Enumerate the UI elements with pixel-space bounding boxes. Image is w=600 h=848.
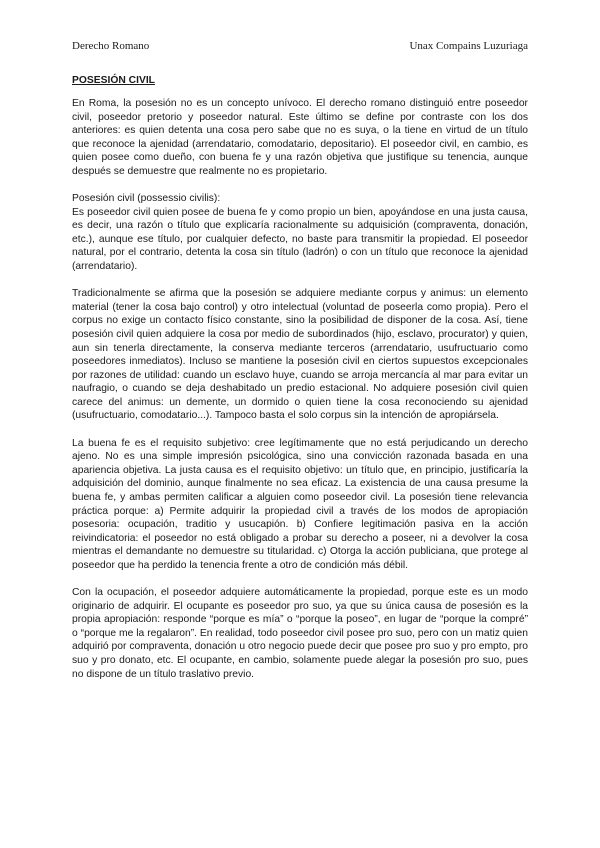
header-course-name: Derecho Romano <box>72 40 150 52</box>
paragraph-ocupacion <box>72 586 528 681</box>
paragraph-buena-fe <box>72 437 528 573</box>
paragraph-text: Con la ocupación, el poseedor adquiere automáticamente la propiedad, porque este es un modo originario de adquirir. El ocupante es poseedor pro suo, ya que su única causa de posesión es la propia apropiación: responde “porque es mía” o “porque la poseo”, en lugar de “porque la compré” o “porque me la regalaron”. En realidad, todo poseedor civil posee pro suo, pero con un matiz quien adquirió por compraventa, donación u otro negocio puede decir que posee pro suo y pro empto, pro suo y pro donato, etc. El ocupante, en cambio, solamente puede alegar la posesión pro suo, pues no dispone de un título traslativo previo. <box>72 587 528 680</box>
document-title: POSESIÓN CIVIL <box>72 75 155 86</box>
paragraph-text: En Roma, la posesión no es un concepto unívoco. El derecho romano distinguió entre poseedor civil, poseedor pretorio y poseedor natural. Este último se define por contraste con los dos anteriores: es quien detenta una cosa pero sabe que no es suya, o la tiene en virtud de un título que reconoce la ajenidad (arrendatario, comodatario, depositario). El poseedor civil, en cambio, es quien posee como dueño, con buena fe y una razón objetiva que justifique su tenencia, aunque después se demuestre que realmente no es propietario. <box>72 98 528 177</box>
paragraph-possessio-civilis <box>72 192 528 274</box>
section-heading: Posesión civil (possessio civilis): <box>72 193 221 205</box>
page-header <box>72 40 528 56</box>
paragraph-intro <box>72 97 528 179</box>
paragraph-text: Tradicionalmente se afirma que la posesión se adquiere mediante corpus y animus: un elemento material (tener la cosa bajo control) y otro intelectual (voluntad de poseerla como propia). Pero el corpus no exige un contacto físico constante, sino la posibilidad de disponer de la cosa. Así, tiene posesión civil quien adquiere la cosa por medio de subordinados (hijo, esclavo, procurator) y quien, aun sin tenerla directamente, la conserva mediante terceros (arrendatario, usufructuario como poseedores inmediatos). Incluso se mantiene la posesión civil en ciertos supuestos excepcionales por razones de utilidad: cuando un esclavo huye, cuando se arroja mercancía al mar para evitar un naufragio, o cuando se deja deshabitado un predio estacional. No adquiere posesión civil quien carece del animus: un demente, un dormido o quien tiene la cosa reconociendo su ajenidad (usufructuario, comodatario...). Tampoco basta el solo corpus sin la intención de apropiársela. <box>72 288 528 422</box>
paragraph-text: La buena fe es el requisito subjetivo: cree legítimamente que no está perjudicando un derecho ajeno. No es una simple impresión psicológica, sino una convicción razonada basada en una apariencia objetiva. La justa causa es el requisito objetivo: un título que, en principio, justificaría la adquisición del dominio, aunque finalmente no sea eficaz. La existencia de una causa presume la buena fe, y ambas permiten calificar a alguien como poseedor civil. La posesión tiene relevancia práctica porque: a) Permite adquirir la propiedad civil a través de los modos de apropiación posesoria: ocupación, traditio y usucapión. b) Confiere legitimación pasiva en la acción reivindicatoria: el poseedor no está obligado a probar su derecho a poseer, ni a devolver la cosa mientras el demandante no demuestre su titularidad. c) Otorga la acción publiciana, que protege al poseedor que ha perdido la tenencia frente a otro de condición más débil. <box>72 437 528 571</box>
header-author-name: Unax Compains Luzuriaga <box>409 40 528 52</box>
document-body <box>72 74 528 695</box>
paragraph-corpus-animus <box>72 287 528 423</box>
paragraph-text: Es poseedor civil quien posee de buena fe y como propio un bien, apoyándose en una justa causa, es decir, una razón o título que explicaría racionalmente su adquisición (compraventa, donación, etc.), aunque ese título, por cualquier defecto, no baste para transmitir la propiedad. El poseedor natural, por el contrario, detenta la cosa sin título (ladrón) o con un título que reconoce la ajenidad (arrendatario). <box>72 206 528 273</box>
